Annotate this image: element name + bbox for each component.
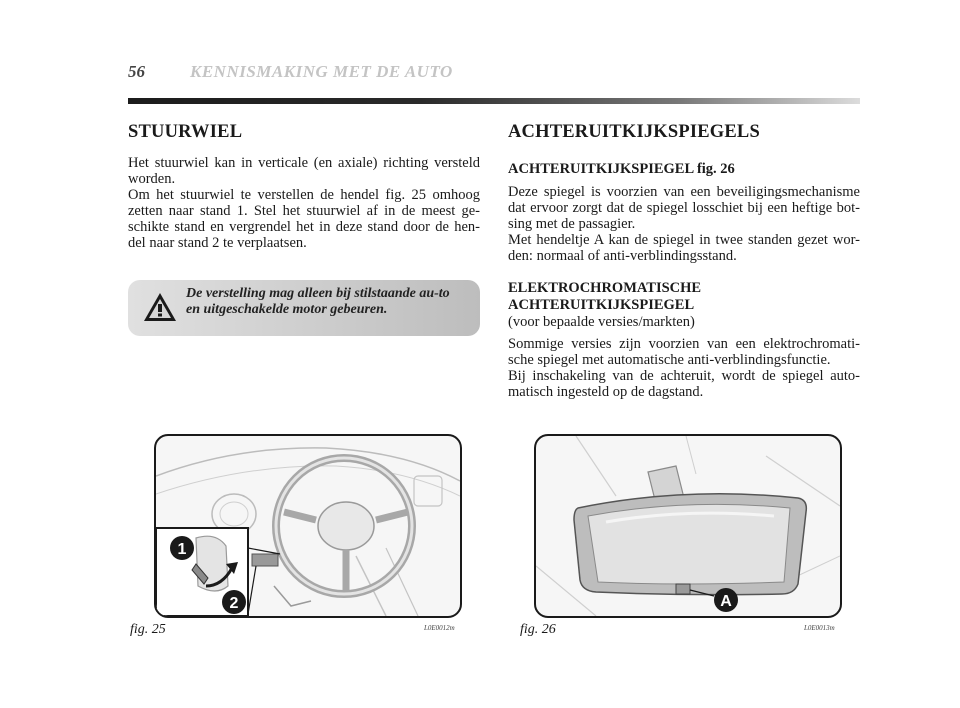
figure-26-rearview-mirror xyxy=(534,434,842,618)
subheading-electrochromatic-line2: ACHTERUITKIJKSPIEGEL xyxy=(508,297,695,313)
figure-label-1: 1 xyxy=(177,541,187,558)
mirror-paragraph-4: Bij inschakeling van de achteruit, wordt de spiegel auto-matisch ingesteld op de dagstand. xyxy=(508,368,860,400)
version-note: (voor bepaalde versies/markten) xyxy=(508,314,695,330)
figure-label-a: A xyxy=(720,593,732,610)
section-title-steering-wheel: STUURWIEL xyxy=(128,122,243,142)
rearview-mirror-illustration xyxy=(536,436,840,616)
mirror-paragraph-1: Deze spiegel is voorzien van een beveiligingsmechanisme dat ervoor zorgt dat de spiegel losschiet bij een heftige bot-sing met de passagier. xyxy=(508,184,860,232)
subheading-electrochromatic xyxy=(508,280,860,314)
mirrors-section xyxy=(508,122,860,400)
page-number: 56 xyxy=(128,62,145,81)
figure-25-code: L0E0012m xyxy=(424,624,455,632)
subheading-electrochromatic-line1: ELEKTROCHROMATISCHE xyxy=(508,280,702,296)
figure-26-caption: fig. 26 xyxy=(520,622,556,637)
steering-paragraph-1: Het stuurwiel kan in verticale (en axiale) richting versteld worden. xyxy=(128,155,480,187)
mirror-paragraph-2: Met hendeltje A kan de spiegel in twee standen gezet wor-den: normaal of anti-verblindingsstand. xyxy=(508,232,860,264)
header-rule xyxy=(128,98,860,104)
section-title-mirrors: ACHTERUITKIJKSPIEGELS xyxy=(508,122,760,142)
warning-text: De verstelling mag alleen bij stilstaande au-to en uitgeschakelde motor gebeuren. xyxy=(186,286,450,317)
warning-triangle-icon xyxy=(142,291,178,323)
subheading-rearview-mirror: ACHTERUITKIJKSPIEGEL fig. 26 xyxy=(508,161,735,177)
mirror-paragraph-3: Sommige versies zijn voorzien van een elektrochromati-sche spiegel met automatische anti-verblindingsfunctie. xyxy=(508,336,860,368)
figure-26-code: L0E0013m xyxy=(804,624,835,632)
running-header: KENNISMAKING MET DE AUTO xyxy=(190,62,453,81)
figure-25-steering-wheel xyxy=(154,434,462,618)
steering-wheel-illustration xyxy=(156,436,460,616)
warning-box xyxy=(128,280,480,336)
figure-25-caption: fig. 25 xyxy=(130,622,166,637)
figure-label-2: 2 xyxy=(229,595,239,612)
steering-paragraph-2: Om het stuurwiel te verstellen de hendel fig. 25 omhoog zetten naar stand 1. Stel het stuurwiel af in de meest ge-schikte stand en vergrendel het in deze stand door de hen-del naar stand 2 te verplaatsen. xyxy=(128,187,480,251)
steering-wheel-section xyxy=(128,122,480,251)
